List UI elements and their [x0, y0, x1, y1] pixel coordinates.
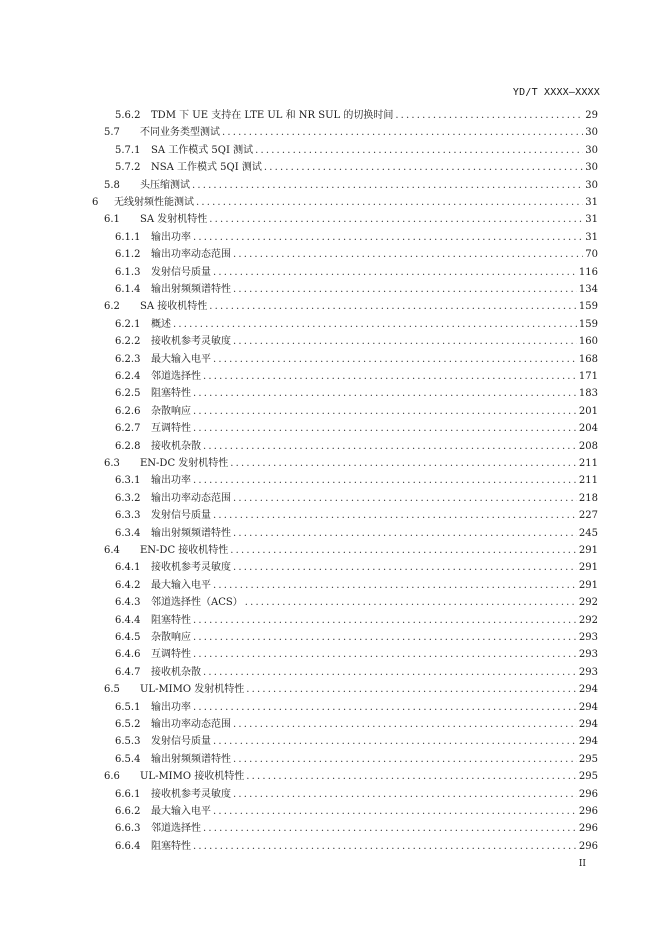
- toc-entry-number: 6.4.7: [115, 666, 141, 678]
- toc-dot-leader: [264, 160, 583, 175]
- toc-dot-leader: [193, 386, 577, 401]
- toc-entry[interactable]: [115, 352, 598, 367]
- toc-dot-leader: [233, 717, 577, 732]
- toc-dot-leader: [203, 439, 577, 454]
- toc-entry-title: 阻塞特性: [151, 840, 191, 852]
- toc-entry-number: 6.4.1: [115, 562, 141, 574]
- toc-entry-number: 5.7.2: [115, 162, 141, 174]
- toc-entry-number: 5.8: [104, 179, 120, 191]
- toc-entry-title: 无线射频性能测试: [114, 197, 194, 208]
- toc-entry-page: 218: [578, 492, 598, 504]
- toc-entry-page: 296: [578, 788, 598, 800]
- toc-entry-title: 发射信号质量: [151, 266, 211, 278]
- toc-entry-page: 295: [578, 753, 598, 765]
- toc-entry-number: 6.5.4: [115, 753, 141, 765]
- toc-entry[interactable]: [115, 839, 598, 854]
- toc-dot-leader: [193, 700, 577, 715]
- toc-entry-number: 6.3.4: [115, 527, 141, 539]
- toc-entry-title: 邻道选择性（ACS）: [151, 597, 243, 609]
- toc-entry-number: 6.3.1: [115, 475, 141, 487]
- toc-dot-leader: [213, 508, 577, 523]
- toc-entry-title: 接收机参考灵敏度: [151, 336, 231, 348]
- toc-entry[interactable]: [115, 369, 598, 384]
- toc-entry-number: 6.4.2: [115, 579, 141, 591]
- toc-dot-leader: [233, 526, 577, 541]
- toc-entry-title: 输出功率动态范围: [151, 719, 231, 730]
- toc-dot-leader: [213, 265, 577, 280]
- toc-entry-page: 159: [578, 301, 598, 313]
- toc-entry-title: 输出功率: [151, 231, 191, 243]
- toc-entry-page: 293: [578, 649, 598, 661]
- toc-entry-number: 5.7.1: [115, 144, 141, 156]
- toc-entry[interactable]: [115, 334, 598, 349]
- toc-entry-number: 6.1: [104, 214, 120, 226]
- toc-entry-title: 不同业务类型测试: [140, 127, 220, 139]
- toc-dot-leader: [193, 404, 577, 419]
- toc-dot-leader: [193, 230, 583, 245]
- toc-dot-leader: [233, 334, 577, 349]
- document-code-header: YD/T XXXX—XXXX: [512, 87, 600, 98]
- toc-entry-number: 6.4: [104, 545, 120, 556]
- toc-entry-title: 输出功率: [151, 701, 191, 713]
- toc-entry-title: 互调特性: [151, 423, 191, 435]
- toc-entry-page: 29: [585, 110, 598, 121]
- toc-entry-number: 6.2.7: [115, 423, 141, 435]
- toc-dot-leader: [173, 317, 577, 332]
- toc-entry[interactable]: [115, 752, 598, 767]
- toc-entry[interactable]: [115, 613, 598, 628]
- toc-dot-leader: [193, 473, 577, 488]
- toc-entry-page: 294: [578, 736, 598, 748]
- toc-dot-leader: [233, 787, 577, 802]
- toc-dot-leader: [192, 178, 583, 193]
- toc-entry[interactable]: [92, 195, 598, 210]
- toc-entry[interactable]: [115, 230, 598, 245]
- toc-entry-number: 6.6.4: [115, 840, 141, 852]
- toc-entry-page: 30: [585, 144, 598, 156]
- toc-entry-page: 245: [578, 527, 598, 539]
- toc-entry-number: 6.3.3: [115, 510, 141, 522]
- toc-entry-title: SA 接收机特性: [140, 301, 208, 313]
- toc-entry-number: 6.6.1: [115, 788, 141, 800]
- toc-entry-title: 接收机杂散: [151, 440, 201, 452]
- toc-entry-title: 邻道选择性: [151, 823, 201, 835]
- toc-entry-number: 6.1.2: [115, 249, 141, 261]
- toc-entry-title: 最大输入电平: [151, 806, 211, 817]
- toc-dot-leader: [233, 560, 577, 575]
- toc-entry-page: 296: [578, 840, 598, 852]
- toc-dot-leader: [230, 456, 577, 471]
- toc-entry-page: 292: [578, 597, 598, 609]
- toc-entry[interactable]: [115, 508, 598, 523]
- toc-dot-leader: [395, 108, 583, 123]
- toc-entry-page: 116: [578, 266, 598, 278]
- toc-entry-page: 294: [578, 684, 598, 696]
- toc-entry-page: 201: [578, 405, 598, 417]
- toc-entry-page: 211: [578, 475, 598, 487]
- toc-entry[interactable]: [115, 560, 598, 575]
- toc-dot-leader: [213, 578, 577, 593]
- toc-entry-title: 概述: [151, 318, 171, 330]
- toc-entry-number: 6.5.2: [115, 719, 141, 730]
- toc-entry[interactable]: [104, 212, 598, 227]
- toc-entry-page: 294: [578, 719, 598, 730]
- toc-entry-title: SA 发射机特性: [140, 214, 208, 226]
- toc-entry[interactable]: [115, 473, 598, 488]
- toc-entry[interactable]: [104, 769, 598, 784]
- toc-entry-page: 293: [578, 632, 598, 643]
- toc-entry-title: 输出射频频谱特性: [151, 753, 231, 765]
- toc-entry-number: 6.5.1: [115, 701, 141, 713]
- toc-entry-page: 159: [578, 318, 598, 330]
- toc-entry-page: 294: [578, 701, 598, 713]
- toc-entry[interactable]: [104, 456, 598, 471]
- toc-entry-title: 邻道选择性: [151, 371, 201, 382]
- toc-entry-number: 6.6: [104, 771, 120, 783]
- toc-entry[interactable]: [115, 317, 598, 332]
- toc-entry-page: 70: [585, 249, 598, 261]
- toc-entry[interactable]: [104, 299, 598, 314]
- toc-dot-leader: [255, 143, 583, 158]
- toc-entry-number: 6.2: [104, 301, 120, 313]
- toc-entry-title: 杂散响应: [151, 632, 191, 643]
- toc-entry-page: 31: [585, 214, 598, 226]
- toc-entry-title: 输出功率动态范围: [151, 249, 231, 261]
- toc-entry[interactable]: [115, 821, 598, 836]
- toc-dot-leader: [245, 595, 577, 610]
- toc-dot-leader: [222, 125, 583, 140]
- toc-entry-page: 160: [578, 336, 598, 348]
- toc-entry-page: 295: [578, 771, 598, 783]
- toc-entry[interactable]: [104, 682, 598, 697]
- toc-entry-number: 6.4.5: [115, 632, 141, 643]
- toc-entry[interactable]: [115, 665, 598, 680]
- toc-entry-page: 211: [578, 458, 598, 469]
- toc-entry-page: 208: [578, 440, 598, 452]
- toc-entry[interactable]: [115, 491, 598, 506]
- toc-dot-leader: [193, 647, 577, 662]
- toc-entry[interactable]: [115, 247, 598, 262]
- toc-entry-number: 6.3: [104, 458, 120, 469]
- toc-dot-leader: [193, 613, 577, 628]
- toc-entry-title: EN-DC 接收机特性: [140, 545, 229, 556]
- toc-entry-number: 6.6.2: [115, 806, 141, 817]
- toc-entry-page: 292: [578, 614, 598, 626]
- toc-dot-leader: [246, 769, 577, 784]
- toc-entry-title: 最大输入电平: [151, 353, 211, 365]
- toc-entry-number: 6.2.5: [115, 388, 141, 400]
- toc-entry-number: 6.3.2: [115, 492, 141, 504]
- toc-entry[interactable]: [115, 265, 598, 280]
- toc-dot-leader: [233, 752, 577, 767]
- toc-entry-title: EN-DC 发射机特性: [140, 458, 229, 469]
- toc-entry-number: 6.2.2: [115, 336, 141, 348]
- toc-entry[interactable]: [115, 630, 598, 645]
- toc-entry-number: 6.4.3: [115, 597, 141, 609]
- toc-entry[interactable]: [115, 404, 598, 419]
- toc-entry-page: 291: [578, 579, 598, 591]
- toc-entry-title: 输出射频频谱特性: [151, 284, 231, 295]
- toc-dot-leader: [233, 282, 577, 297]
- toc-dot-leader: [230, 543, 577, 558]
- toc-entry-page: 204: [578, 423, 598, 435]
- toc-entry-title: 杂散响应: [151, 405, 191, 417]
- toc-entry-page: 168: [578, 353, 598, 365]
- toc-entry[interactable]: [115, 160, 598, 175]
- toc-entry[interactable]: [115, 595, 598, 610]
- toc-entry-number: 6.5.3: [115, 736, 141, 748]
- toc-dot-leader: [193, 630, 577, 645]
- toc-entry-page: 31: [585, 231, 598, 243]
- toc-entry-number: 6.1.1: [115, 231, 141, 243]
- toc-entry-number: 5.6.2: [115, 110, 141, 121]
- toc-entry[interactable]: [115, 717, 598, 732]
- toc-entry[interactable]: [115, 700, 598, 715]
- toc-entry-number: 6.2.6: [115, 405, 141, 417]
- toc-dot-leader: [209, 299, 577, 314]
- toc-entry-title: 阻塞特性: [151, 388, 191, 400]
- toc-entry-title: 互调特性: [151, 649, 191, 661]
- toc-entry-page: 134: [578, 284, 598, 295]
- toc-entry-number: 6.4.6: [115, 649, 141, 661]
- toc-entry-title: 头压缩测试: [140, 179, 190, 191]
- toc-entry-title: 接收机参考灵敏度: [151, 562, 231, 574]
- toc-entry-number: 6.1.4: [115, 284, 141, 295]
- toc-dot-leader: [193, 839, 577, 854]
- toc-entry-page: 291: [578, 545, 598, 556]
- toc-entry-title: 输出功率动态范围: [151, 492, 231, 504]
- toc-dot-leader: [203, 369, 577, 384]
- toc-entry[interactable]: [115, 804, 598, 819]
- toc-dot-leader: [203, 821, 577, 836]
- toc-entry[interactable]: [115, 143, 598, 158]
- toc-entry-page: 30: [585, 127, 598, 139]
- toc-entry[interactable]: [115, 421, 598, 436]
- toc-entry-page: 293: [578, 666, 598, 678]
- toc-entry[interactable]: [115, 439, 598, 454]
- toc-entry-page: 183: [578, 388, 598, 400]
- toc-entry[interactable]: [115, 282, 598, 297]
- toc-entry[interactable]: [115, 787, 598, 802]
- toc-entry[interactable]: [115, 734, 598, 749]
- toc-entry-number: 6.2.1: [115, 318, 141, 330]
- toc-entry-number: 6.2.3: [115, 353, 141, 365]
- toc-entry-page: 31: [585, 197, 598, 208]
- toc-entry-number: 6.5: [104, 684, 120, 696]
- toc-entry[interactable]: [115, 386, 598, 401]
- toc-entry-title: TDM 下 UE 支持在 LTE UL 和 NR SUL 的切换时间: [151, 110, 394, 121]
- toc-entry-page: 291: [578, 562, 598, 574]
- toc-dot-leader: [203, 665, 577, 680]
- toc-entry-title: UL-MIMO 发射机特性: [140, 684, 245, 696]
- toc-entry-title: 接收机杂散: [151, 666, 201, 678]
- toc-dot-leader: [246, 682, 577, 697]
- toc-dot-leader: [196, 195, 583, 210]
- toc-dot-leader: [213, 352, 577, 367]
- toc-entry[interactable]: [104, 125, 598, 140]
- toc-dot-leader: [233, 491, 577, 506]
- toc-entry-number: 6.1.3: [115, 266, 141, 278]
- toc-entry-title: 发射信号质量: [151, 736, 211, 748]
- toc-entry-page: 171: [578, 371, 598, 382]
- toc-entry-title: SA 工作模式 5QI 测试: [151, 144, 254, 156]
- toc-entry[interactable]: [115, 578, 598, 593]
- toc-entry-number: 6.2.8: [115, 440, 141, 452]
- toc-dot-leader: [193, 421, 577, 436]
- toc-entry-title: 输出射频频谱特性: [151, 527, 231, 539]
- toc-entry-number: 6.6.3: [115, 823, 141, 835]
- toc-entry-title: UL-MIMO 接收机特性: [140, 771, 245, 783]
- toc-entry-title: 最大输入电平: [151, 579, 211, 591]
- toc-entry-title: 接收机参考灵敏度: [151, 788, 231, 800]
- toc-entry-title: 阻塞特性: [151, 614, 191, 626]
- toc-entry-title: 发射信号质量: [151, 510, 211, 522]
- toc-entry-page: 296: [578, 823, 598, 835]
- toc-dot-leader: [213, 734, 577, 749]
- toc-dot-leader: [209, 212, 583, 227]
- toc-entry-page: 296: [578, 806, 598, 817]
- page-number-footer: II: [578, 859, 586, 869]
- toc-entry-title: NSA 工作模式 5QI 测试: [151, 162, 262, 174]
- toc-entry[interactable]: [104, 543, 598, 558]
- toc-dot-leader: [233, 247, 583, 262]
- toc-entry-number: 6.4.4: [115, 614, 141, 626]
- toc-entry-page: 30: [585, 162, 598, 174]
- toc-entry[interactable]: [115, 108, 598, 123]
- toc-entry-title: 输出功率: [151, 475, 191, 487]
- toc-entry-number: 6: [92, 197, 99, 208]
- toc-entry-number: 5.7: [104, 127, 120, 139]
- toc-entry[interactable]: [115, 647, 598, 662]
- toc-dot-leader: [213, 804, 577, 819]
- toc-entry-page: 30: [585, 179, 598, 191]
- toc-entry-number: 6.2.4: [115, 371, 141, 382]
- toc-entry-page: 227: [578, 510, 598, 522]
- toc-entry[interactable]: [104, 178, 598, 193]
- toc-entry[interactable]: [115, 526, 598, 541]
